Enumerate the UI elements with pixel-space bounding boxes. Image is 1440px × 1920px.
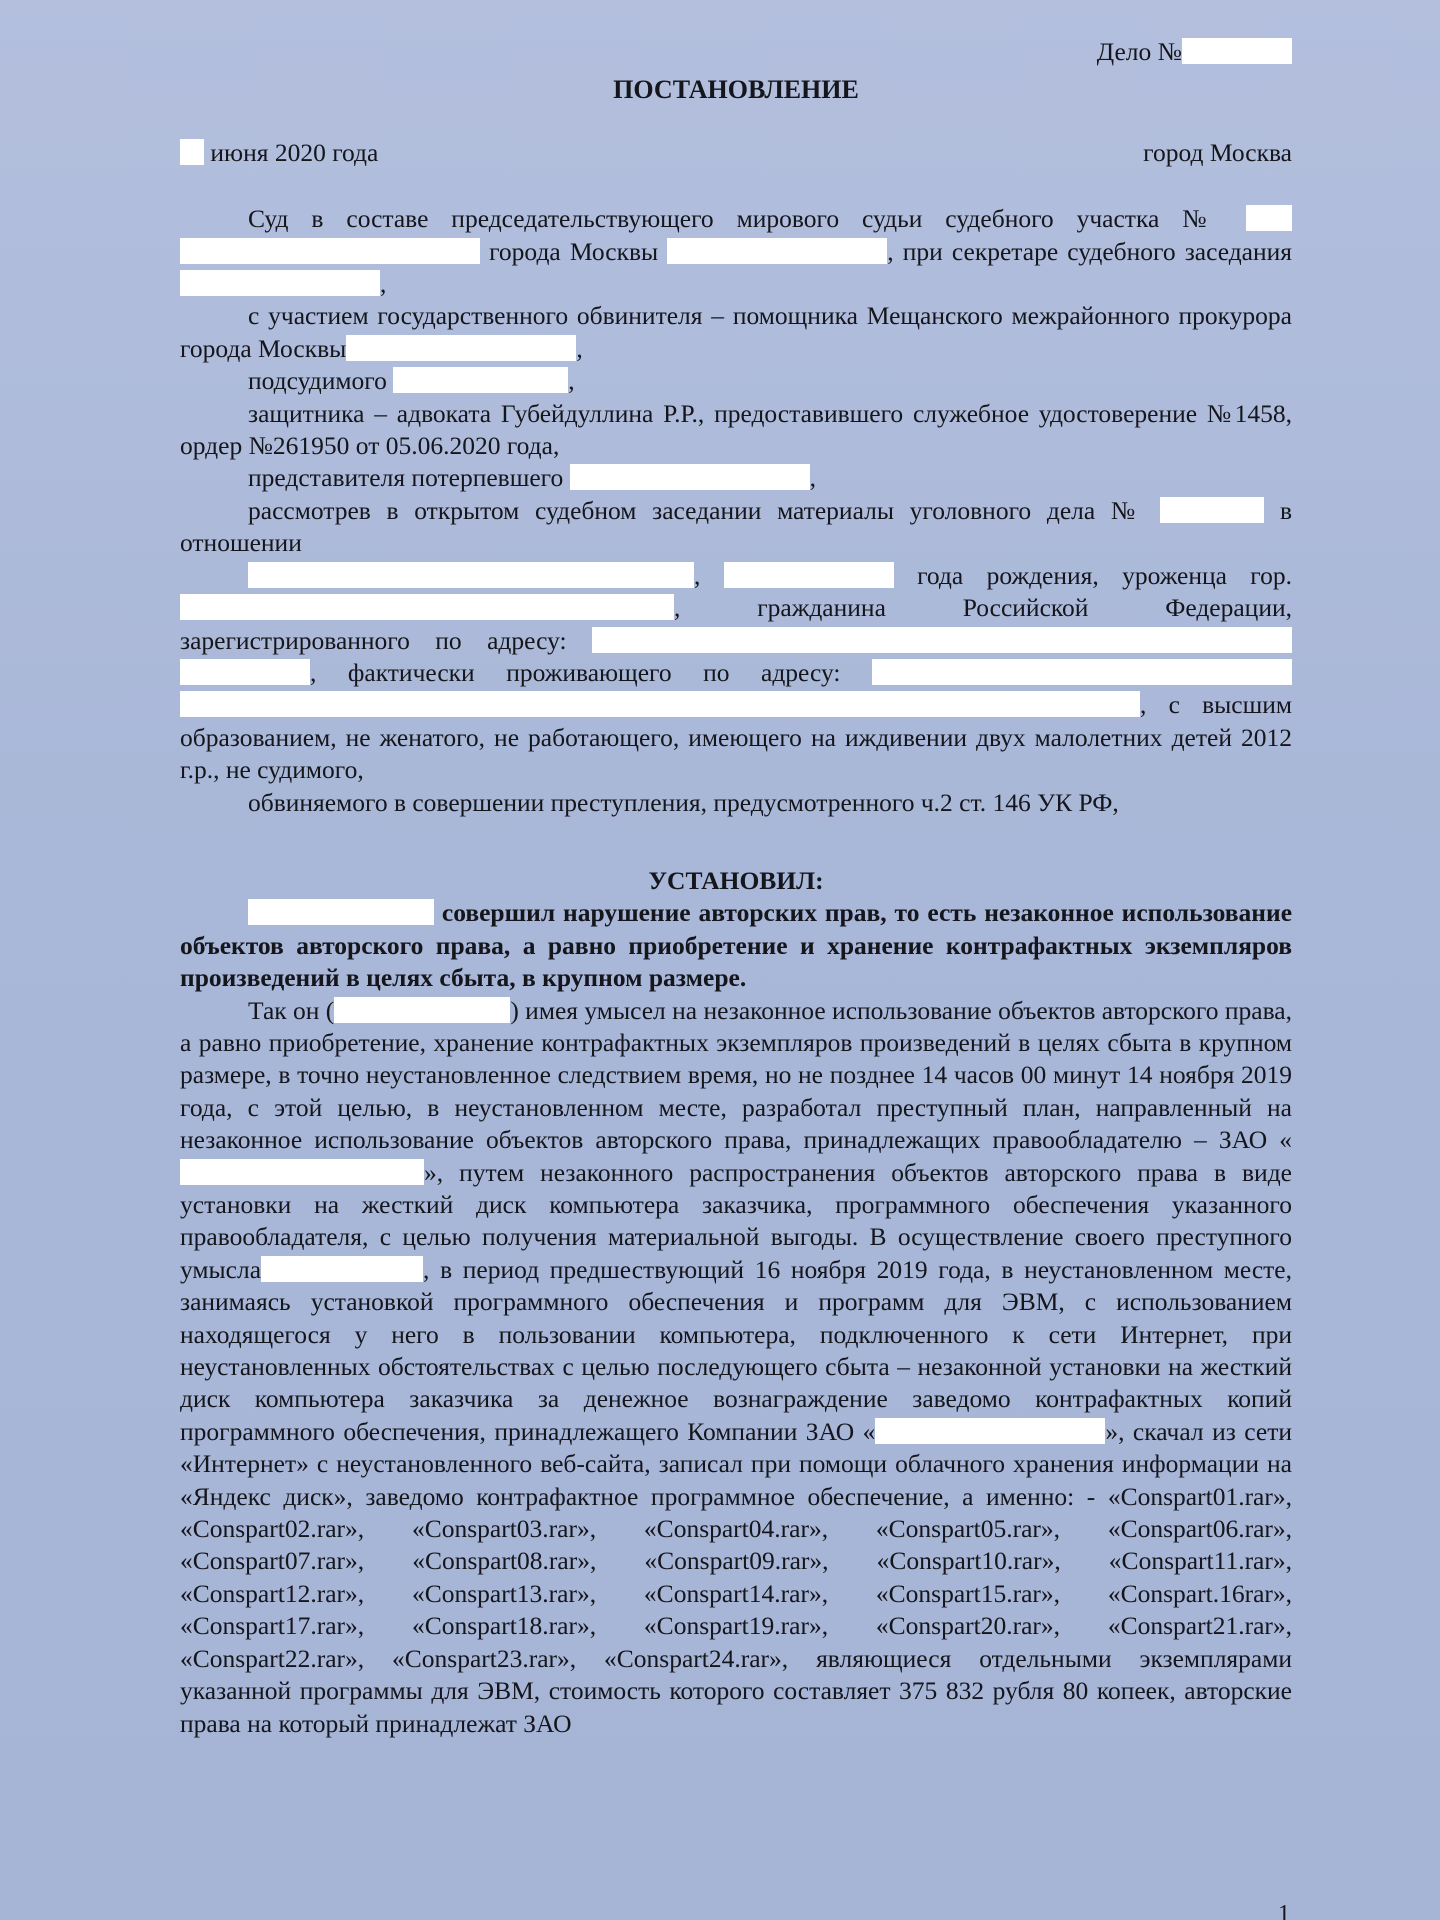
prosecutor-text: с участием государственного обвинителя – помощника Мещанского межрайонного прокурора города Москвы [180, 301, 1292, 363]
court-text-2: города Москвы [489, 236, 659, 266]
facts-text-2: ) имея умысел на незаконное использование объектов авторского права, а равно приобретение, хранение контрафактных экземпляров произведений в целях сбыта в крупном размере, в точно неустановленное следствием время, но не позднее 14 часов 00 минут 14 ноября 2019 года, с этой целью, в неустановленном месте, разработал преступный план, направленный на незаконное использование объектов авторского права, принадлежащих правообладателю – ЗАО « [180, 995, 1292, 1155]
comma: , [568, 366, 575, 396]
accused-paragraph: обвиняемого в совершении преступления, предусмотренного ч.2 ст. 146 УК РФ, [248, 787, 1119, 817]
registered-text: зарегистрированного по адресу: [180, 625, 567, 655]
court-text-3: , при секретаре судебного заседания [887, 236, 1293, 266]
redaction-box [180, 1159, 424, 1185]
defendant-paragraph [180, 365, 1292, 397]
in-relation-text: в отношении [180, 495, 1292, 558]
redaction-box [180, 139, 204, 165]
date-text: июня 2020 года [210, 137, 379, 167]
considered-text: рассмотрев в открытом судебном заседании материалы уголовного дела № [248, 495, 1145, 525]
established-heading: УСТАНОВИЛ: [648, 865, 824, 895]
date-line [180, 137, 378, 169]
redaction-box [346, 335, 576, 361]
comma: , [576, 333, 583, 363]
redaction-box [248, 562, 694, 588]
facts-text-4: , в период предшествующий 16 ноября 2019 года, в неустановленном месте, занимаясь установкой программного обеспечения и программ для ЭВМ, с использованием находящегося у него в пользовании компьютера, подключенного к сети Интернет, при неустановленных обстоятельствах с целью последующего сбыта – незаконной установки на жесткий диск компьютера заказчика за денежное вознаграждение заведомо контрафактных копий программного обеспечения, принадлежащего Компании ЗАО « [180, 1254, 1292, 1446]
redaction-box [248, 899, 434, 925]
redaction-box [180, 659, 310, 685]
comma: , [694, 560, 701, 590]
victim-representative-paragraph [180, 462, 1292, 494]
city-text: город Москва [1143, 137, 1292, 167]
case-number-label: Дело № [1096, 37, 1182, 66]
redaction-box [1182, 38, 1292, 64]
document-title: ПОСТАНОВЛЕНИЕ [613, 75, 859, 105]
comma: , [380, 269, 387, 299]
redaction-box [261, 1256, 423, 1282]
redaction-box [393, 367, 568, 393]
facts-text-5: », скачал из сети «Интернет» с неустановленного веб-сайта, записал при помощи облачного хранения информации на «Яндекс диск», заведомо контрафактное программное обеспечение, а именно: - «Conspart01.rar», «Conspart02.rar», «Conspart03.rar», «Conspart04.rar», «Conspart05.rar», «Conspart06.rar», «Conspart07.rar», «Conspart08.rar», «Conspart09.rar», «Conspart10.rar», «Conspart11.rar», «Conspart12.rar», «Conspart13.rar», «Conspart14.rar», «Conspart15.rar», «Conspart.16rar», «Conspart17.rar», «Conspart18.rar», «Conspart19.rar», «Conspart20.rar», «Conspart21.rar», «Conspart22.rar», «Conspart23.rar», «Conspart24.rar», являющиеся отдельными экземплярами указанной программы для ЭВМ, стоимость которого составляет 375 832 рубля 80 копеек, авторские права на который принадлежат ЗАО [180, 1416, 1292, 1738]
living-text: , фактически проживающего по адресу: [310, 657, 841, 687]
considered-paragraph [180, 495, 1292, 560]
citizen-text: , гражданина Российской Федерации, [674, 593, 1292, 623]
redaction-box [1160, 497, 1264, 523]
victim-rep-text: представителя потерпевшего [248, 463, 564, 493]
charge-paragraph [180, 897, 1292, 994]
redaction-box [667, 238, 887, 264]
redaction-box [180, 238, 480, 264]
page-number: 1 [1278, 1901, 1290, 1920]
birth-year-text: года рождения, уроженца гор. [917, 560, 1292, 590]
redaction-box [180, 594, 674, 620]
defender-paragraph: защитника – адвоката Губейдуллина Р.Р., предоставившего служебное удостоверение №1458, ордер №261950 от 05.06.2020 года, [180, 398, 1292, 461]
facts-text-3: », путем незаконного распространения объектов авторского права в виде установки на жесткий диск компьютера заказчика, программного обеспечения указанного правообладателя, с целью получения материальной выгоды. В осуществление своего преступного умысла [180, 1157, 1292, 1284]
redaction-box [872, 659, 1292, 685]
charge-text: совершил нарушение авторских прав, то есть незаконное использование объектов авторского права, а равно приобретение и хранение контрафактных экземпляров произведений в целях сбыта, в крупном размере. [180, 898, 1293, 993]
redaction-box [875, 1418, 1105, 1444]
redaction-box [570, 464, 810, 490]
redaction-box [1246, 205, 1292, 231]
prosecutor-paragraph [180, 300, 1292, 365]
court-composition-paragraph [180, 203, 1292, 300]
redaction-box [592, 627, 1292, 653]
court-text-1: Суд в составе председательствующего мирового судьи судебного участка № [248, 204, 1224, 234]
redaction-box [724, 562, 894, 588]
comma: , [809, 463, 816, 493]
education-text: , с высшим образованием, не женатого, не работающего, имеющего на иждивении двух малолетних детей 2012 г.р., не судимого, [180, 690, 1292, 785]
defendant-details-paragraph [180, 560, 1292, 787]
redaction-box [334, 997, 510, 1023]
facts-paragraph [180, 995, 1292, 1740]
defendant-text: подсудимого [248, 366, 387, 396]
facts-text-1: Так он ( [248, 995, 335, 1025]
redaction-box [180, 270, 380, 296]
case-number-line [180, 36, 1292, 68]
document-body [180, 36, 1292, 1740]
redaction-box [180, 691, 1140, 717]
date-city-line [180, 137, 1292, 169]
